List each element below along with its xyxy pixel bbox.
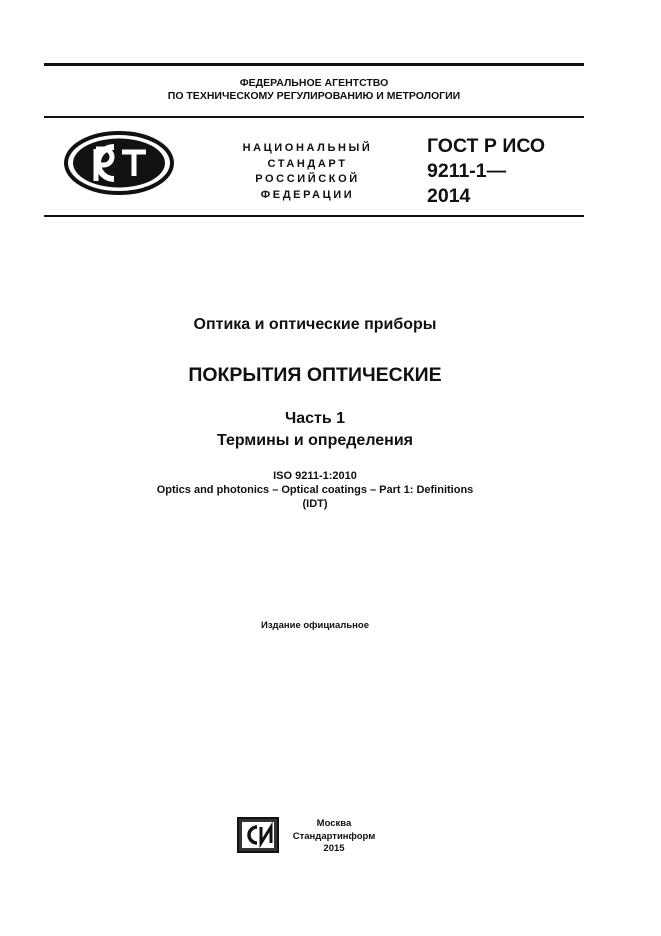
national-standard-label: [220, 141, 395, 203]
header-rule: [44, 116, 584, 118]
agency-name: [44, 77, 584, 103]
gost-number-line-3: 2014: [427, 185, 471, 207]
document-subject: Оптика и оптические приборы: [193, 316, 437, 333]
agency-line-2: ПО ТЕХНИЧЕСКОМУ РЕГУЛИРОВАНИЮ И МЕТРОЛОГИИ: [167, 90, 461, 102]
publisher-info: [282, 818, 386, 856]
publisher-logo-icon: [237, 817, 279, 853]
gost-number: [427, 134, 545, 209]
part-name: Термины и определения: [216, 432, 413, 449]
part-number: Часть 1: [284, 410, 346, 427]
document-title: ПОКРЫТИЯ ОПТИЧЕСКИЕ: [188, 364, 442, 386]
publisher-city: Москва: [316, 818, 352, 829]
standard-label-line-1: НАЦИОНАЛЬНЫЙ: [242, 142, 373, 154]
publication-year: 2015: [323, 843, 345, 854]
top-rule: [44, 63, 584, 66]
iso-degree: (IDT): [302, 498, 328, 510]
iso-reference: [0, 469, 630, 511]
edition-note: Издание официальное: [261, 620, 369, 631]
publisher-name: Стандартинформ: [292, 830, 376, 842]
iso-number: ISO 9211-1:2010: [273, 470, 357, 482]
document-part: [0, 408, 630, 452]
standard-label-line-3: РОССИЙСКОЙ: [255, 173, 360, 185]
gost-number-line-2: 9211-1—: [427, 160, 507, 182]
iso-title: Optics and photonics – Optical coatings – Part 1: Definitions: [156, 484, 474, 496]
standard-label-line-4: ФЕДЕРАЦИИ: [260, 188, 355, 201]
header-bottom-rule: [44, 215, 584, 217]
gost-logo-icon: [64, 131, 174, 195]
standard-label-line-2: СТАНДАРТ: [267, 157, 348, 170]
agency-line-1: ФЕДЕРАЛЬНОЕ АГЕНТСТВО: [239, 77, 389, 89]
gost-number-line-1: ГОСТ Р ИСО: [427, 135, 546, 157]
